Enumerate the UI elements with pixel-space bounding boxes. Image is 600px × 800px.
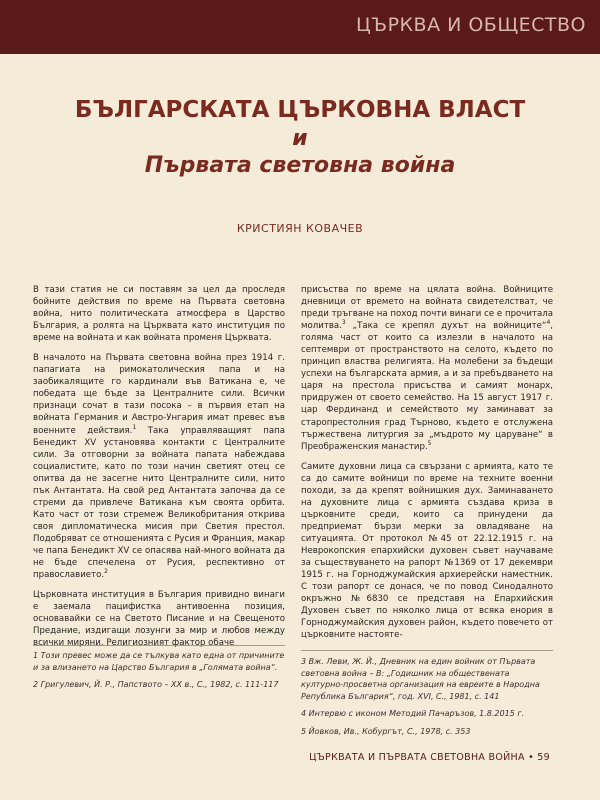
title-line-1: БЪЛГАРСКАТА ЦЪРКОВНА ВЛАСТ bbox=[74, 97, 526, 123]
paragraph: В началото на Първата световна война през 1914 г. папагиата на римокатолическия папа и на заобикалящите го кардинали във Ватикана е, че победата ще бъде за Централните сили. Всички признаци сочат в тази посока – в първия етап на войната Германия и Австро-Унгария имат превес във военните действия.$^1$ Така управляващият папа Бенедикт XV установява контакти с Централните сили. За отговорни за войната папата набеждава социалистите, като по този начин светият отец се опитва да не засегне нито Централните сили, нито пък Антантата. На свой ред Антантата започва да се стреми да привлече Ватикана към своята орбита. Като част от този стремеж Великобритания открива своя дипломатическа мисия при Светия престол. Подобряват се отношенията с Русия и Франция, макар че папа Бенедикт XV се опасява най-много войната да не бъде спечелена от Русия, респективно от православието.$^2$ bbox=[33, 353, 285, 581]
paragraph: Църковната институция в България привидно винаги е заемала пацифистка антивоенна позиция, основавайки се на Светото Писание и на Свещеното Предание, издигащи лозунги за мир и любов между всички миряни. Религиозният фактор обаче bbox=[33, 590, 285, 649]
right-column bbox=[301, 284, 553, 641]
paragraph: присъства по време на цялата война. Войниците дневници от времето на войната свидетелстват, че преди тръгване на поход почти винаги се е прочитала молитва.$^3$ „Така се крепял духът на войниците“$^4$, голяма част от които са излезли в началото на септември от пространството на селото, където по принцип властва религията. На молебени за бъдещи успехи на българската армия, а и за пребъдването на царя на престола присъства и самият монарх, придружен от своето семейство. На 15 август 1917 г. цар Фердинанд и семейството му заминават за старопрестолния град Търново, където е отслужена тържествена литургия за „мъдрото му царуване“ в Преображенския манастир.$^5$ bbox=[301, 285, 553, 452]
footnote: 2 Григулевич, Й. Р., Папството – XX в., С., 1982, с. 111-117 bbox=[33, 680, 279, 689]
footnotes-right bbox=[301, 656, 553, 743]
article-title bbox=[0, 96, 600, 180]
footnote-ref[interactable]: 4 bbox=[546, 319, 551, 327]
section-title: ЦЪРКВА И ОБЩЕСТВО bbox=[356, 14, 586, 36]
footnote-ref[interactable]: 3 bbox=[341, 319, 346, 327]
page-footer: ЦЪРКВАТА И ПЪРВАТА СВЕТОВНА ВОЙНА • 59 bbox=[309, 752, 550, 763]
left-column bbox=[33, 284, 285, 649]
footnote-divider bbox=[301, 650, 553, 651]
footnote-ref[interactable]: 1 bbox=[132, 423, 137, 431]
section-header-bar bbox=[0, 0, 600, 54]
footnotes-left bbox=[33, 650, 285, 697]
author-name: КРИСТИЯН КОВАЧЕВ bbox=[236, 222, 364, 235]
title-line-3: Първата световна война bbox=[144, 153, 456, 179]
paragraph: Самите духовни лица са свързани с армията, като те са до самите войници по време на техните военни походи, за да крепят войнишкия дух. Заминаването на духовните лица с армията създава криза в църковните среди, които са принудени да предприемат бързи мерки за овладяване на ситуацията. От протокол №45 от 22.12.1915 г. на Неврокопския епархийски духовен съвет научаваме за съществуването на рапорт №1369 от 17 декември 1915 г. на Горноджумайския архиерейски наместник. С този рапорт се донася, че по повод Синодалното окръжно №6830 се представя на Епархийския Духовен съвет по няколко лица от всяка енория в Горноджумайския духовен район, където повечето от църковните настояте- bbox=[301, 461, 553, 641]
footnote-ref[interactable]: 5 bbox=[427, 439, 432, 447]
title-line-2: и bbox=[292, 125, 308, 151]
footnote: 1 Този превес може да се тълкува като една от причините и за влизането на Царство България в „Голямата война“. bbox=[33, 651, 285, 672]
footnote: 3 Вж. Леви, Ж. Й., Дневник на един войник от Първата световна война – В: „Годишник на обществената културно-просветна организация на евреите в Народна Република България“, год. XVI, С., 1981, с. 141 bbox=[301, 657, 540, 701]
footnote-divider bbox=[33, 645, 285, 646]
paragraph: В тази статия не си поставям за цел да проследя бойните действия по време на Първата световна война, нито политическата атмосфера в Царство България, а ролята на Църквата като институция по време на войната и как войната променя Църквата. bbox=[33, 285, 285, 344]
footnote-ref[interactable]: 2 bbox=[104, 568, 108, 576]
footnote: 5 Йовков, Ив., Кобургът, С., 1978, с. 353 bbox=[301, 726, 471, 736]
footnote: 4 Интервю с иконом Методий Пачаръзов, 1.8.2015 г. bbox=[301, 709, 525, 718]
